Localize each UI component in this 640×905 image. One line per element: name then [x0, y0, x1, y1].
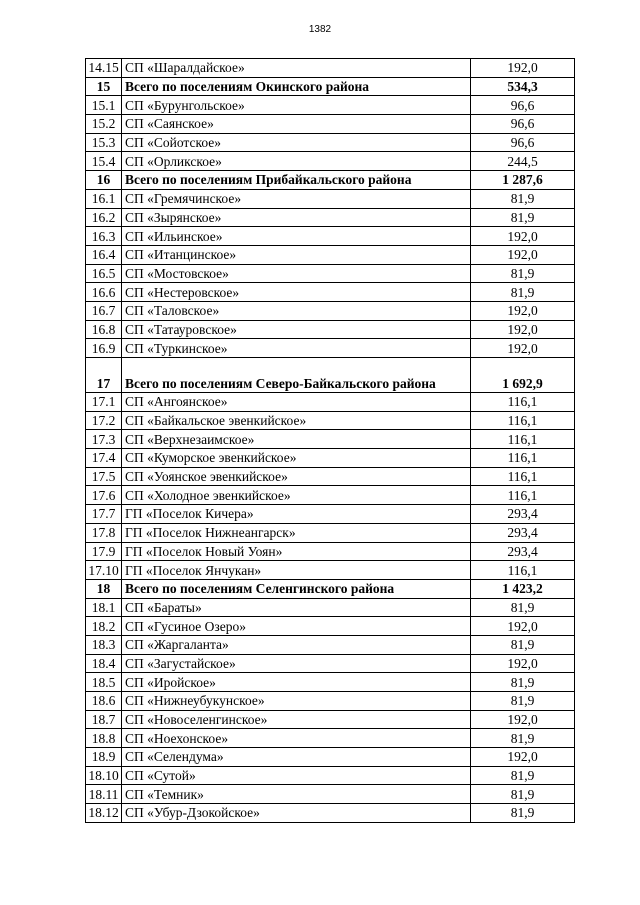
amount-value: 192,0: [471, 227, 575, 246]
table-row: [86, 208, 575, 227]
table-row: [86, 804, 575, 823]
settlement-name: СП «Таловское»: [122, 301, 471, 320]
amount-value: 192,0: [471, 710, 575, 729]
row-number: 17.6: [86, 486, 122, 505]
table-row: [86, 133, 575, 152]
row-number: 18.7: [86, 710, 122, 729]
row-number: 16.5: [86, 264, 122, 283]
amount-value: 192,0: [471, 320, 575, 339]
settlement-name: Всего по поселениям Окинского района: [122, 77, 471, 96]
amount-value: 81,9: [471, 208, 575, 227]
settlement-name: СП «Куморское эвенкийское»: [122, 449, 471, 468]
table-row: [86, 486, 575, 505]
settlement-name: СП «Ноехонское»: [122, 729, 471, 748]
settlement-name: СП «Ангоянское»: [122, 393, 471, 412]
row-number: 17.3: [86, 430, 122, 449]
amount-value: 116,1: [471, 449, 575, 468]
row-number: 17.8: [86, 523, 122, 542]
settlement-name: СП «Иройское»: [122, 673, 471, 692]
table-row: [86, 505, 575, 524]
table-row: [86, 301, 575, 320]
row-number: 16.2: [86, 208, 122, 227]
table-row: [86, 692, 575, 711]
table-row: [86, 766, 575, 785]
row-number: 18.4: [86, 654, 122, 673]
amount-value: 192,0: [471, 654, 575, 673]
row-number: 16.6: [86, 283, 122, 302]
table-row: [86, 673, 575, 692]
row-number: 16.4: [86, 245, 122, 264]
settlement-name: СП «Новоселенгинское»: [122, 710, 471, 729]
settlements-table: [85, 58, 575, 823]
amount-value: 116,1: [471, 486, 575, 505]
row-number: 17.1: [86, 393, 122, 412]
amount-value: 116,1: [471, 393, 575, 412]
row-number: 16.8: [86, 320, 122, 339]
amount-value: 116,1: [471, 561, 575, 580]
table-row: [86, 411, 575, 430]
table-row: [86, 710, 575, 729]
table-row: [86, 542, 575, 561]
row-number: 18.1: [86, 598, 122, 617]
row-number: 15.2: [86, 115, 122, 134]
amount-value: 244,5: [471, 152, 575, 171]
settlement-name: СП «Бурунгольское»: [122, 96, 471, 115]
table-row: [86, 227, 575, 246]
amount-value: 192,0: [471, 339, 575, 358]
row-number: 17.4: [86, 449, 122, 468]
row-number: 16: [86, 171, 122, 190]
settlement-name: СП «Туркинское»: [122, 339, 471, 358]
amount-value: 192,0: [471, 748, 575, 767]
table-row: [86, 245, 575, 264]
row-number: 18.6: [86, 692, 122, 711]
table-row: [86, 598, 575, 617]
row-number: 17.9: [86, 542, 122, 561]
row-number: 16.7: [86, 301, 122, 320]
table-row: [86, 96, 575, 115]
settlement-name: СП «Сойотское»: [122, 133, 471, 152]
settlement-name: СП «Мостовское»: [122, 264, 471, 283]
row-number: 17.5: [86, 467, 122, 486]
amount-value: 81,9: [471, 635, 575, 654]
table-body: [86, 59, 575, 823]
settlement-name: СП «Гусиное Озеро»: [122, 617, 471, 636]
row-number: 16.3: [86, 227, 122, 246]
settlement-name: СП «Саянское»: [122, 115, 471, 134]
row-number: 18: [86, 579, 122, 598]
amount-value: 81,9: [471, 264, 575, 283]
settlement-name: СП «Нестеровское»: [122, 283, 471, 302]
amount-value: 1 423,2: [471, 579, 575, 598]
settlement-name: СП «Итанцинское»: [122, 245, 471, 264]
settlement-name: СП «Шаралдайское»: [122, 59, 471, 78]
settlement-name: СП «Гремячинское»: [122, 189, 471, 208]
table-row: [86, 635, 575, 654]
settlement-name: СП «Темник»: [122, 785, 471, 804]
table-row: [86, 785, 575, 804]
row-number: 15: [86, 77, 122, 96]
settlement-name: ГП «Поселок Новый Уоян»: [122, 542, 471, 561]
amount-value: 1 287,6: [471, 171, 575, 190]
amount-value: 192,0: [471, 301, 575, 320]
row-number: 17: [86, 358, 122, 393]
district-total-row: [86, 77, 575, 96]
settlement-name: СП «Зырянское»: [122, 208, 471, 227]
table-row: [86, 748, 575, 767]
row-number: 18.10: [86, 766, 122, 785]
settlement-name: СП «Байкальское эвенкийское»: [122, 411, 471, 430]
table-row: [86, 467, 575, 486]
settlement-name: ГП «Поселок Янчукан»: [122, 561, 471, 580]
settlement-name: ГП «Поселок Кичера»: [122, 505, 471, 524]
amount-value: 96,6: [471, 96, 575, 115]
row-number: 18.12: [86, 804, 122, 823]
amount-value: 81,9: [471, 729, 575, 748]
amount-value: 81,9: [471, 692, 575, 711]
amount-value: 81,9: [471, 766, 575, 785]
row-number: 18.3: [86, 635, 122, 654]
table-row: [86, 523, 575, 542]
amount-value: 1 692,9: [471, 358, 575, 393]
amount-value: 192,0: [471, 245, 575, 264]
amount-value: 534,3: [471, 77, 575, 96]
settlement-name: СП «Селендума»: [122, 748, 471, 767]
row-number: 16.1: [86, 189, 122, 208]
amount-value: 81,9: [471, 189, 575, 208]
district-total-row: [86, 579, 575, 598]
settlement-name: СП «Уоянское эвенкийское»: [122, 467, 471, 486]
row-number: 15.4: [86, 152, 122, 171]
table-row: [86, 449, 575, 468]
amount-value: 293,4: [471, 542, 575, 561]
settlement-name: СП «Нижнеубукунское»: [122, 692, 471, 711]
table-row: [86, 283, 575, 302]
row-number: 15.1: [86, 96, 122, 115]
row-number: 17.10: [86, 561, 122, 580]
table-row: [86, 561, 575, 580]
table-row: [86, 189, 575, 208]
table-row: [86, 320, 575, 339]
table-row: [86, 617, 575, 636]
settlement-name: СП «Татауровское»: [122, 320, 471, 339]
row-number: 16.9: [86, 339, 122, 358]
amount-value: 116,1: [471, 467, 575, 486]
amount-value: 81,9: [471, 673, 575, 692]
table-row: [86, 152, 575, 171]
table-row: [86, 264, 575, 283]
row-number: 18.9: [86, 748, 122, 767]
settlement-name: СП «Загустайское»: [122, 654, 471, 673]
amount-value: 96,6: [471, 133, 575, 152]
amount-value: 116,1: [471, 411, 575, 430]
table-row: [86, 393, 575, 412]
amount-value: 81,9: [471, 785, 575, 804]
row-number: 15.3: [86, 133, 122, 152]
settlement-name: СП «Холодное эвенкийское»: [122, 486, 471, 505]
settlement-name: СП «Ильинское»: [122, 227, 471, 246]
settlement-name: СП «Убур-Дзокойское»: [122, 804, 471, 823]
row-number: 17.2: [86, 411, 122, 430]
row-number: 17.7: [86, 505, 122, 524]
amount-value: 96,6: [471, 115, 575, 134]
table-row: [86, 115, 575, 134]
table-row: [86, 339, 575, 358]
row-number: 18.2: [86, 617, 122, 636]
amount-value: 293,4: [471, 505, 575, 524]
settlement-name: ГП «Поселок Нижнеангарск»: [122, 523, 471, 542]
settlement-name: Всего по поселениям Прибайкальского района: [122, 171, 471, 190]
table-row: [86, 654, 575, 673]
page-number: 1382: [308, 24, 332, 35]
settlement-name: СП «Верхнезаимское»: [122, 430, 471, 449]
amount-value: 192,0: [471, 59, 575, 78]
settlement-name: СП «Жаргаланта»: [122, 635, 471, 654]
district-total-row: [86, 171, 575, 190]
table-row: [86, 729, 575, 748]
settlement-name: СП «Сутой»: [122, 766, 471, 785]
district-total-row: [86, 358, 575, 393]
settlement-name: Всего по поселениям Селенгинского района: [122, 579, 471, 598]
row-number: 18.11: [86, 785, 122, 804]
amount-value: 81,9: [471, 283, 575, 302]
amount-value: 116,1: [471, 430, 575, 449]
amount-value: 192,0: [471, 617, 575, 636]
row-number: 14.15: [86, 59, 122, 78]
amount-value: 81,9: [471, 804, 575, 823]
row-number: 18.5: [86, 673, 122, 692]
table-row: [86, 59, 575, 78]
settlement-name: Всего по поселениям Северо-Байкальского района: [122, 358, 471, 393]
row-number: 18.8: [86, 729, 122, 748]
settlement-name: СП «Бараты»: [122, 598, 471, 617]
settlement-name: СП «Орликское»: [122, 152, 471, 171]
amount-value: 81,9: [471, 598, 575, 617]
table-row: [86, 430, 575, 449]
amount-value: 293,4: [471, 523, 575, 542]
